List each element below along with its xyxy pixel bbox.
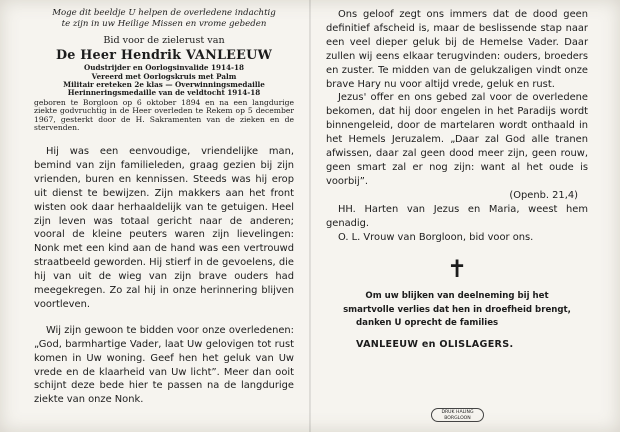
birth-death-text: geboren te Borgloon op 6 oktober 1894 en na een langdurige ziekte godvruchtig in de Heer overleden te Rekem op 5 december 1967, gesterkt door de H. Sakramenten van de zieken en de stervenden. — [34, 97, 294, 133]
deceased-name: De Heer Hendrik VANLEEUW — [55, 48, 273, 64]
prayer-request: Bid voor de zielerust van — [103, 35, 225, 47]
left-page — [34, 8, 294, 407]
invocation-mary: O. L. Vrouw van Borgloon, bid voor ons. — [338, 231, 534, 243]
biography-paragraph: Hij was een eenvoudige, vriendelijke man, bemind van zijn familieleden, graag gezien bij zijn vrienden, buren en kennissen. Steeds was hij erop uit dienst te bewijzen. Zijn makkers aan het front wisten ook daar herhaaldelijk van te getuigen. Heel zijn leven was totaal gericht naar de anderen; vooral de kleine peuters waren zijn lievelingen: Nonk met een kind aan de hand was een vertrouwd straatbeeld geworden. Hij stierf in de gevoelens, die hij van uit de wieg van zijn brave ouders had meegekregen. Zo zal hij in onze herinnering blijven voortleven. — [34, 145, 294, 310]
prayer-paragraph: Wij zijn gewoon te bidden voor onze overledenen: „God, barmhartige Vader, laat Uw gelovigen tot rust komen in Uw woning. Geef hen het geluk van Uw vrede en de klaarheid van Uw licht”. Meer dan ooit schijnt deze bede hier te passen na de langdurige ziekte van onze Nonk. — [34, 324, 294, 406]
intro-text — [34, 8, 294, 30]
scripture-reference: (Openb. 21,4) — [509, 189, 578, 201]
offering-paragraph: Jezus' offer en ons gebed zal voor de overledene bekomen, dat hij door engelen in het Paradijs wordt binnengeleid, door de martelaren wordt onthaald in het Hemels Jeruzalem. „Daar zal God alle tranen afwissen, daar zal geen dood meer zijn, geen rouw, geen smart zal er nog zijn: want al het oude is voorbij”. — [326, 92, 588, 187]
printer-line: DRUK HALING — [441, 410, 474, 415]
thanks-line: smartvolle verlies dat hen in droefheid brengt, — [343, 304, 571, 315]
thanks-line: danken U oprecht de families — [356, 318, 499, 329]
families-signature: VANLEEUW en OLISLAGERS. — [356, 338, 514, 350]
thanks-line: Om uw blijken van deelneming bij het — [365, 291, 549, 302]
thanks-text — [326, 290, 588, 331]
invocation-hearts: HH. Harten van Jezus en Maria, weest hem genadig. — [326, 203, 588, 229]
honor-line: Herinneringsmedaille van de veldtocht 1914-18 — [67, 88, 261, 98]
center-fold — [309, 0, 311, 432]
cross-icon: ✝ — [446, 255, 468, 284]
right-page — [326, 8, 588, 350]
honor-line: Militair ereteken 2e klas — Overwinningsmedaille — [63, 80, 265, 89]
intro-line: Moge dit beeldje U helpen de overledene indachtig — [52, 8, 276, 18]
intro-line: te zijn in uw Heilige Missen en vrome gebeden — [61, 19, 267, 30]
honor-line: Vereerd met Oorlogskruis met Palm — [91, 71, 237, 81]
honors-list — [34, 64, 294, 97]
printer-stamp — [431, 408, 484, 422]
printer-line: BORGLOON — [444, 415, 471, 421]
faith-paragraph: Ons geloof zegt ons immers dat de dood geen definitief afscheid is, maar de beslissende stap naar een veel dieper geluk bij de Hemelse Vader. Daar zullen wij eens elkaar terugvinden: ouders, broeders en zuster. Te midden van de gelukzaligen vindt onze brave Hary nu voor altijd vrede, geluk en rust. — [326, 9, 588, 90]
honor-line: Oudstrijder en Oorlogsinvalide 1914-18 — [84, 63, 244, 73]
